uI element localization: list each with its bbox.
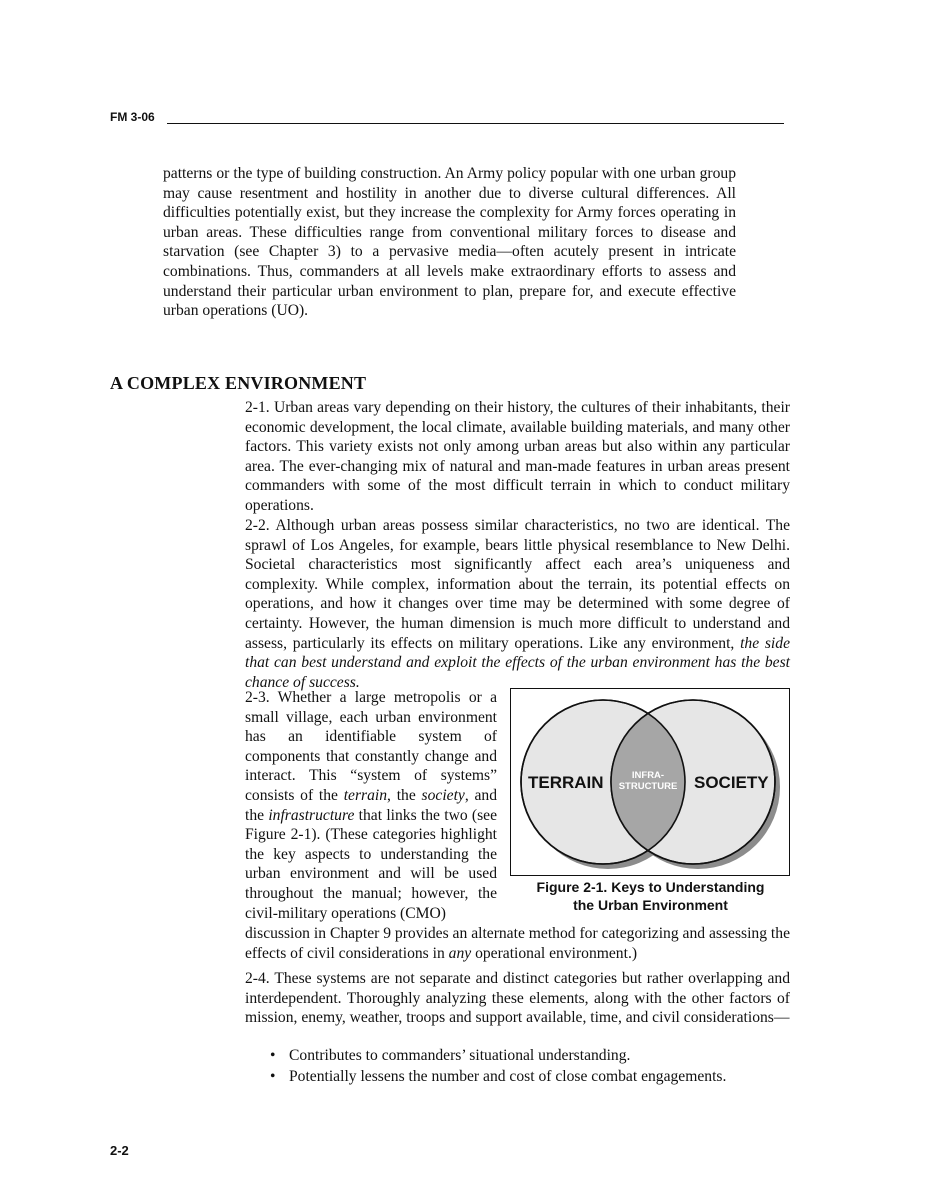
- figure-caption-line2: the Urban Environment: [573, 897, 728, 913]
- list-item: [270, 1066, 726, 1087]
- venn-diagram: [511, 689, 789, 875]
- section-title: A COMPLEX ENVIRONMENT: [110, 373, 367, 393]
- manual-id: FM 3-06: [110, 110, 155, 124]
- bullet-list: [270, 1045, 726, 1087]
- paragraph-2-3-text-c: , and the: [245, 786, 498, 824]
- list-item: [270, 1045, 726, 1066]
- figure-caption: [510, 878, 791, 914]
- bullet-icon: •: [270, 1047, 276, 1064]
- paragraph-2-4: 2-4. These systems are not separate and distinct categories but rather overlapping and interdependent. Thoroughly analyzing these elements, along with the other factors of mission, enemy, weather, troops and support available, time, and civil considerations—: [245, 970, 790, 1027]
- terrain-label: TERRAIN: [528, 773, 604, 792]
- paragraph-2-2: [245, 516, 790, 692]
- bullet-text: Potentially lessens the number and cost of close combat engagements.: [289, 1068, 727, 1085]
- page-number: 2-2: [110, 1143, 129, 1158]
- infrastructure-label-line1: INFRA-: [631, 770, 665, 781]
- infrastructure-label-line2: STRUCTURE: [618, 781, 678, 792]
- paragraph-2-3-cont-b: operational environment.): [471, 944, 638, 962]
- paragraph-2-3-infrastructure: infrastructure: [268, 806, 355, 824]
- paragraph-2-1: 2-1. Urban areas vary depending on their history, the cultures of their inhabitants, their economic development, the local climate, available building materials, and many other factors. This variety exists not only among urban areas but also within any particular area. The ever-changing mix of natural and man-made features in urban areas present commanders with some of the most difficult terrain in which to conduct military operations.: [245, 399, 790, 514]
- paragraph-2-3-continued: [245, 924, 790, 963]
- paragraph-2-2-text: 2-2. Although urban areas possess similar characteristics, no two are identical. The sprawl of Los Angeles, for example, bears little physical resemblance to New Delhi. Societal characteristics most significantly affect each area’s uniqueness and complexity. While complex, information about the terrain, its potential effects on operations, and how it changes over time may be determined with some degree of certainty. However, the human dimension is much more difficult to understand and assess, particularly its effects on military operations. Like any environment,: [245, 517, 790, 652]
- paragraph-2-3-any: any: [448, 944, 472, 962]
- paragraph-2-3-text-b: , the: [387, 786, 422, 804]
- paragraph-2-3-text-a: 2-3. Whether a large metropolis or a small village, each urban environment has an identifiable system of components that constantly change and interact. This “system of systems” consists of the: [245, 689, 497, 804]
- paragraph-2-3-terrain: terrain: [343, 786, 388, 804]
- bullet-text: Contributes to commanders’ situational understanding.: [289, 1047, 631, 1064]
- paragraph-2-3-text-d: that links the two (see Figure 2-1). (These categories highlight the key aspects to understanding the urban environment and will be used throughout the manual; however, the civil-military operations (CMO): [245, 806, 497, 922]
- figure-caption-line1: Figure 2-1. Keys to Understanding: [536, 879, 765, 895]
- paragraph-2-3-cont-a: discussion in Chapter 9 provides an alternate method for categorizing and assessing the effects of civil considerations in: [245, 925, 790, 962]
- figure-2-1: [510, 688, 790, 876]
- paragraph-2-3: [245, 688, 497, 923]
- paragraph-2-2-emphasis: the side that can best understand and exploit the effects of the urban environment has the best chance of success.: [245, 634, 790, 691]
- paragraph-2-3-society: society: [421, 786, 465, 804]
- header-rule: [167, 123, 784, 124]
- bullet-icon: •: [270, 1068, 276, 1085]
- intro-paragraph: patterns or the type of building construction. An Army policy popular with one urban group may cause resentment and hostility in another due to diverse cultural differences. All difficulties potentially exist, but they increase the complexity for Army forces operating in urban areas. These difficulties range from conventional military forces to disease and starvation (see Chapter 3) to a pervasive media—often acutely present in intricate combinations. Thus, commanders at all levels make extraordinary efforts to assess and understand their particular urban environment to plan, prepare for, and execute effective urban operations (UO).: [163, 165, 736, 320]
- society-label: SOCIETY: [694, 773, 769, 792]
